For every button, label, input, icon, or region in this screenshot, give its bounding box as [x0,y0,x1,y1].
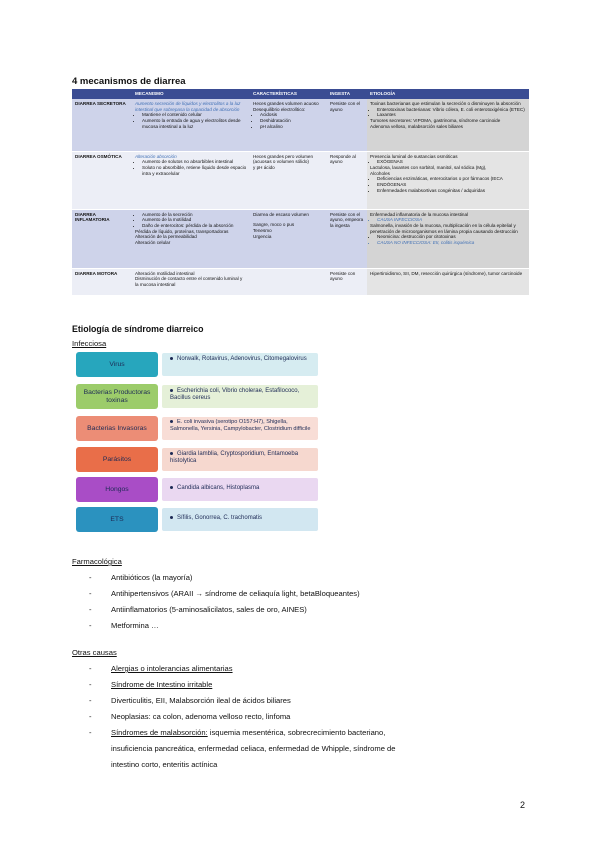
mecanismo-cell [132,99,250,151]
diagram-label: Parásitos [76,447,158,472]
bullet-icon [170,357,173,360]
mecanismo-cell [132,209,250,268]
list-item-continuation: insuficiencia pancreática, enfermedad celiaca, enfermedad de Whipple, síndrome de [111,744,396,753]
mecanismos-table [72,89,529,296]
diagram-row-ets [76,507,318,532]
list-item: Alcoholes [370,170,390,176]
list-item-text: Antiinflamatorios (5-aminosalicilatos, sales de oro, AINES) [111,605,307,614]
list-item: • Aumento de solutos no absorbibles intestinal [142,159,247,165]
etiologia-cell [367,209,529,268]
etiologia-cell [367,99,529,151]
list-item: Presencia luminal de sustancias osmóticas [370,153,458,159]
diagram-text: Escherichia coli, Vibrio cholerae, Estafilococo, Bacillus cereus [170,388,300,402]
diagram-label: Bacterias Invasoras [76,416,158,441]
diagram-box [162,508,318,531]
list-item-rest: isquemia mesentérica, sobrecrecimiento bacteriano, [207,728,386,737]
list-item-rest: Diverticulitis, EII, Malabsorción ileal de ácidos biliares [111,696,291,705]
list-item: Salmonella, invasión de la mucosa, multiplicación en la célula epitelial y penetración de microorganismos en lámina propia causando destrucción [370,222,518,234]
list-item: • Enfermedades malabsortivas congénitas / adquiridas [377,188,526,194]
mecanismo-intro: Aumento secreción de líquidos y electrolitos a la luz intestinal que sobrepasa la capacidad de absorción [135,101,241,112]
list-item: Heces grandes volumen acuoso [253,101,319,106]
diagram-box [162,448,318,471]
table-row [72,268,529,295]
list-item-text: Metformina … [111,621,159,630]
etiologia-cell [367,151,529,209]
list-item: • Acidosis [260,112,324,118]
list-item-continuation: intestino corto, enteritis actínica [111,760,218,769]
list-item: • Aumento de la secreción [142,212,247,218]
caracteristicas-cell [250,99,327,151]
table-row [72,99,529,151]
list-item: • Daño de enterocitos: pérdida de la absorción [142,223,247,229]
list-item-rest: Neoplasias: ca colon, adenoma velloso recto, linfoma [111,712,291,721]
diagram-box [162,353,318,376]
table-header: MECANISMO [132,89,250,99]
list-item: y pH ácido [253,164,275,170]
list-item: Hipertiroidismo, SII, DM, resección quirúrgica (síndrome), tumor carcinoide [370,270,523,276]
table-header: ETIOLOGÍA [367,89,529,99]
diagram-label: Virus [76,352,158,377]
list-item: • ENDÓGENAS [377,182,526,188]
page-number: 2 [520,800,526,810]
list-item: Diarrea de escaso volumen [253,211,309,217]
list-item: • Soluto no absorbible, retiene líquido desde espacio intra y extracelular [142,165,247,176]
diagram-row-parasitos [76,447,318,472]
list-item: Desequilibrio electrolítico: [253,106,306,112]
ingesta-cell: Responde al ayuno [327,151,367,209]
list-item-text: Antibióticos (la mayoría) [111,573,193,582]
list-item-text: Síndrome de Intestino irritable [111,680,213,689]
diagram-text: E. coli invasiva (serotipo O157:H7), Shigella, Salmonella, Yersinia, Campylobacter, Clostridium difficile [170,419,311,432]
ingesta-cell: Persiste con el ayuno, empeora la ingesta [327,209,367,268]
list-item: Tenesmo [253,227,272,233]
diagram-text: Norwalk, Rotavirus, Adenovirus, Citomegalovirus [177,356,307,362]
ingesta-cell: Persiste con ayuno [327,268,367,295]
list-item: • EXÓGENAS [377,159,526,165]
list-item: • Deshidratación [260,118,324,124]
diagram-box [162,478,318,501]
row-name: DIARREA SECRETORA [72,99,132,151]
mecanismo-cell [132,268,250,295]
table-header-row [72,89,529,99]
list-item: Alteración celular [135,240,171,246]
caracteristicas-cell [250,151,327,209]
table-header [72,89,132,99]
list-item: Alteración motilidad intestinal [135,270,195,276]
bullet-icon [170,389,173,392]
list-item: Urgencia [253,233,272,239]
list-item: • Aumento la entrada de agua y electrolitos desde mucosa intestinal a la luz [142,118,247,129]
diagram-label: Bacterias Productoras toxinas [76,384,158,409]
list-item: Lactulosa, laxantes con sorbitol, manitol, sal sódica (Mg), [370,164,487,170]
diagram-row-bacterias-toxinas [76,384,318,409]
list-item: • Deficiencias enzimáticas, enterocitarios o por fármacos (IECA [377,176,526,182]
table-header: CARACTERÍSTICAS [250,89,327,99]
list-item: • Aumento de la motilidad [142,217,247,223]
caracteristicas-cell [250,209,327,268]
row-name: DIARREA OSMÓTICA [72,151,132,209]
list-item: Sangre, moco o pus [253,222,295,228]
list-item-text: Antihipertensivos (ARAII → síndrome de celiaquía light, betaBloqueantes) [111,589,360,598]
bullet-icon [170,516,173,519]
list-item: Disminución de contacto entre el contenido luminal y la mucosa intestinal [135,276,243,287]
diagram-label: Hongos [76,477,158,502]
diagram-box [162,385,318,408]
diagram-text: Candida albicans, Histoplasma [177,485,260,491]
diagram-row-bacterias-invasoras [76,416,318,441]
mecanismo-cell [132,151,250,209]
list-item: • CAUSA NO INFECCIOSA: EII, colitis isquémica [377,240,526,246]
heading-infecciosa: Infecciosa [72,339,107,348]
bullet-icon [170,486,173,489]
diagram-row-virus [76,352,318,377]
list-item: • Neomicina: destrucción por citotoxinas [377,234,526,240]
table-row [72,209,529,268]
list-item: Heces grandes pero volumen (acuosas o volumen sólido) [253,153,314,165]
row-name: DIARREA MOTORA [72,268,132,295]
list-item: • Enterotoxinas bacterianas: Vibrio cólera, E. coli enterotoxigénica (ETEC) [377,107,526,113]
table-header: INGESTA [327,89,367,99]
section-title-mecanismos: 4 mecanismos de diarrea [72,76,186,87]
bullet-icon [170,420,173,423]
list-item: • Laxantes [377,112,526,118]
list-item-text: Síndromes de malabsorción: [111,728,208,737]
list-item: Tumores secretores: VIPOMA, gastrinoma, síndrome carcinoide [370,118,501,124]
heading-farmacologica: Farmacológica [72,557,122,566]
list-item: Enfermedad inflamatoria de la mucosa intestinal [370,211,469,217]
diagram-label: ETS [76,507,158,532]
ingesta-cell: Persiste con el ayuno [327,99,367,151]
list-item-text: Alergias o intolerancias alimentarias [111,664,233,673]
caracteristicas-cell [250,268,327,295]
list-item: • pH alcalino [260,124,324,130]
list-item: Alteración de la permeabilidad [135,234,197,240]
list-item: Toxinas bacterianas que estimulan la secreción o disminuyen la absorción [370,101,521,106]
diagram-box [162,417,318,440]
diagram-text: Giardia lamblia, Cryptosporidium, Entamoeba histolytica [170,451,299,465]
heading-otras-causas: Otras causas [72,648,117,657]
mecanismo-intro: Alteración absorción [135,153,177,159]
diagram-row-hongos [76,477,318,502]
bullet-icon [170,452,173,455]
etiologia-cell [367,268,529,295]
list-item: • Mantiene el contenido celular [142,112,247,118]
table-row [72,151,529,209]
section-title-etiologia: Etiología de síndrome diarreico [72,324,204,334]
list-item: • CAUSA INFECCIOSA [377,217,526,223]
diagram-text: Sífilis, Gonorrea, C. trachomatis [177,515,263,521]
list-item: Pérdida de líquido, proteínas, transportadoras [135,228,229,234]
list-item: Adenoma velloso, malabsorción sales biliares [370,123,463,129]
row-name: DIARREA INFLAMATORIA [72,209,132,268]
